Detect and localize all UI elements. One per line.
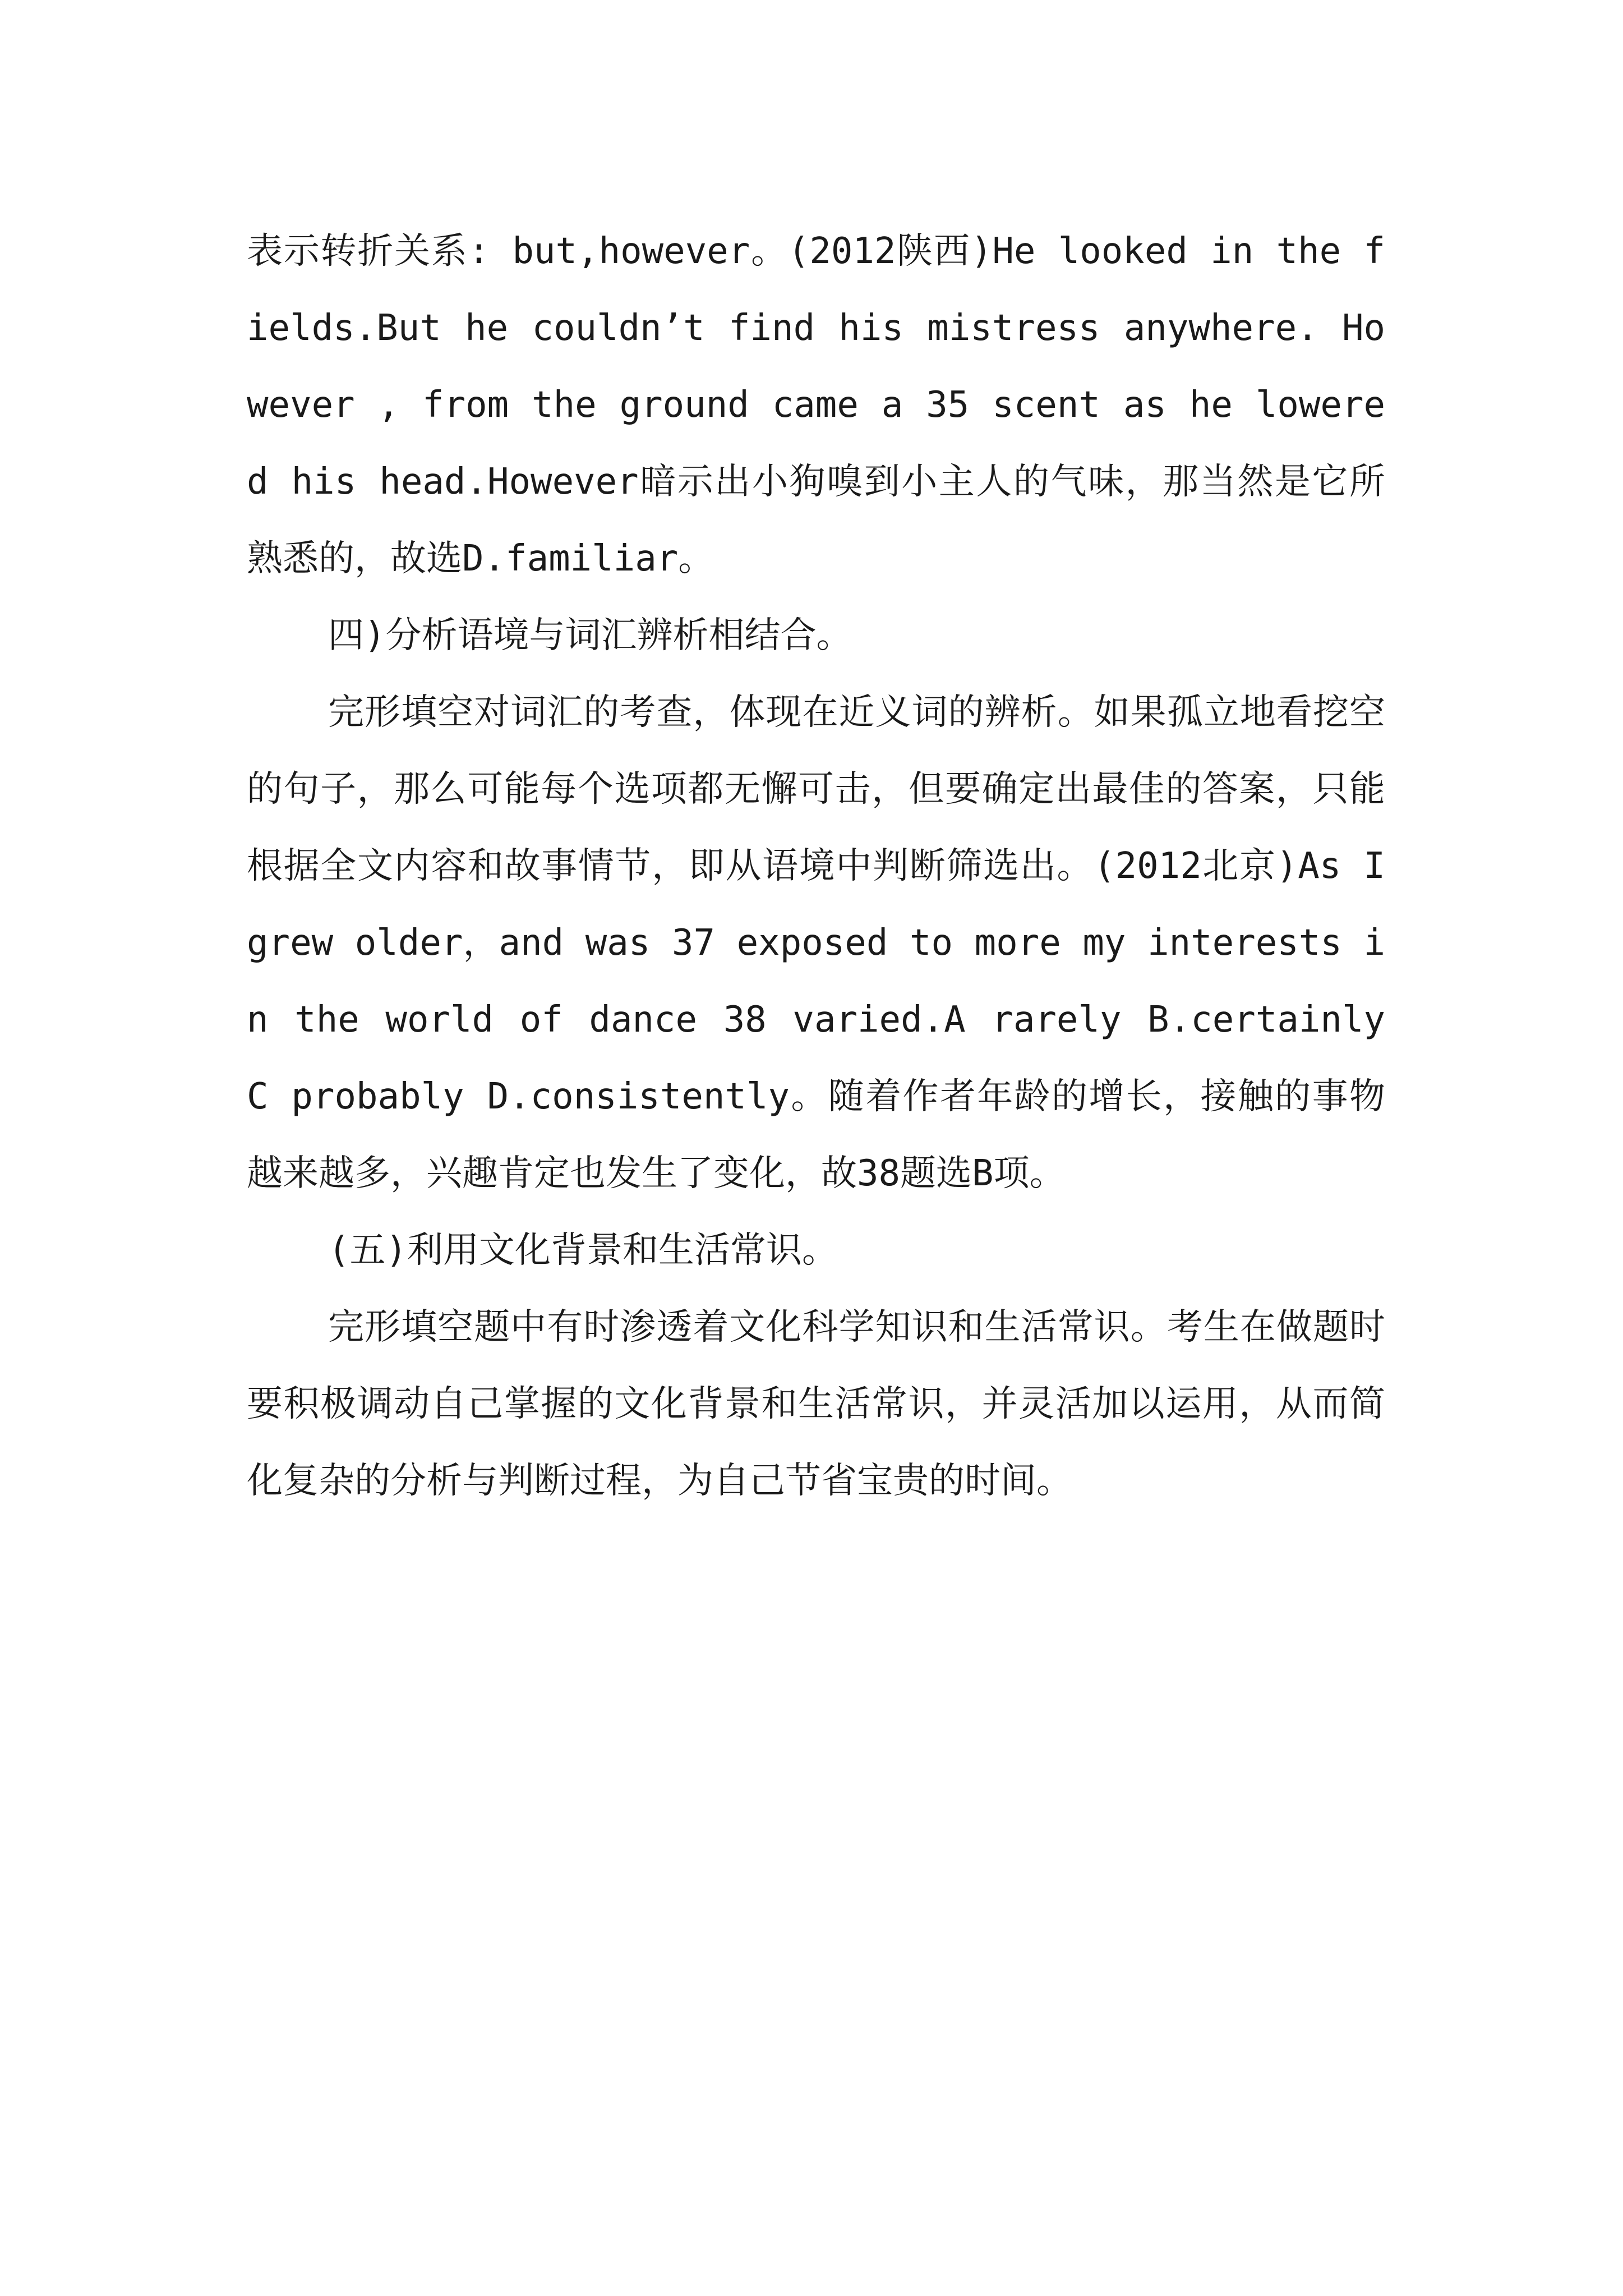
heading-cultural-background: (五)利用文化背景和生活常识。 <box>328 1230 838 1271</box>
paragraph-contrast-example: 表示转折关系: but,however。(2012陕西)He looked in the fields.But he couldn’t find his mistress anywhere. However , from the ground came a 35 scent as he lowered his head.However暗示出小狗嗅到小主人的气味，那当然是它所熟悉的，故选D.familiar。 <box>247 231 1385 579</box>
document-body <box>247 213 1385 1520</box>
paragraph-cultural-knowledge: 完形填空题中有时渗透着文化科学知识和生活常识。考生在做题时要积极调动自己掌握的文化背景和生活常识，并灵活加以运用，从而简化复杂的分析与判断过程，为自己节省宝贵的时间。 <box>247 1306 1385 1502</box>
paragraph-vocabulary-discrimination: 完形填空对词汇的考查，体现在近义词的辨析。如果孤立地看挖空的句子，那么可能每个选项都无懈可击，但要确定出最佳的答案，只能根据全文内容和故事情节，即从语境中判断筛选出。(2012北京)As I grew older，and was 37 exposed to more my interests in the world of dance 38 varied.A rarely B.certainly C probably D.consistently。随着作者年龄的增长，接触的事物越来越多，兴趣肯定也发生了变化，故38题选B项。 <box>247 692 1385 1194</box>
heading-context-vocabulary: 四)分析语境与词汇辨析相结合。 <box>328 615 852 656</box>
